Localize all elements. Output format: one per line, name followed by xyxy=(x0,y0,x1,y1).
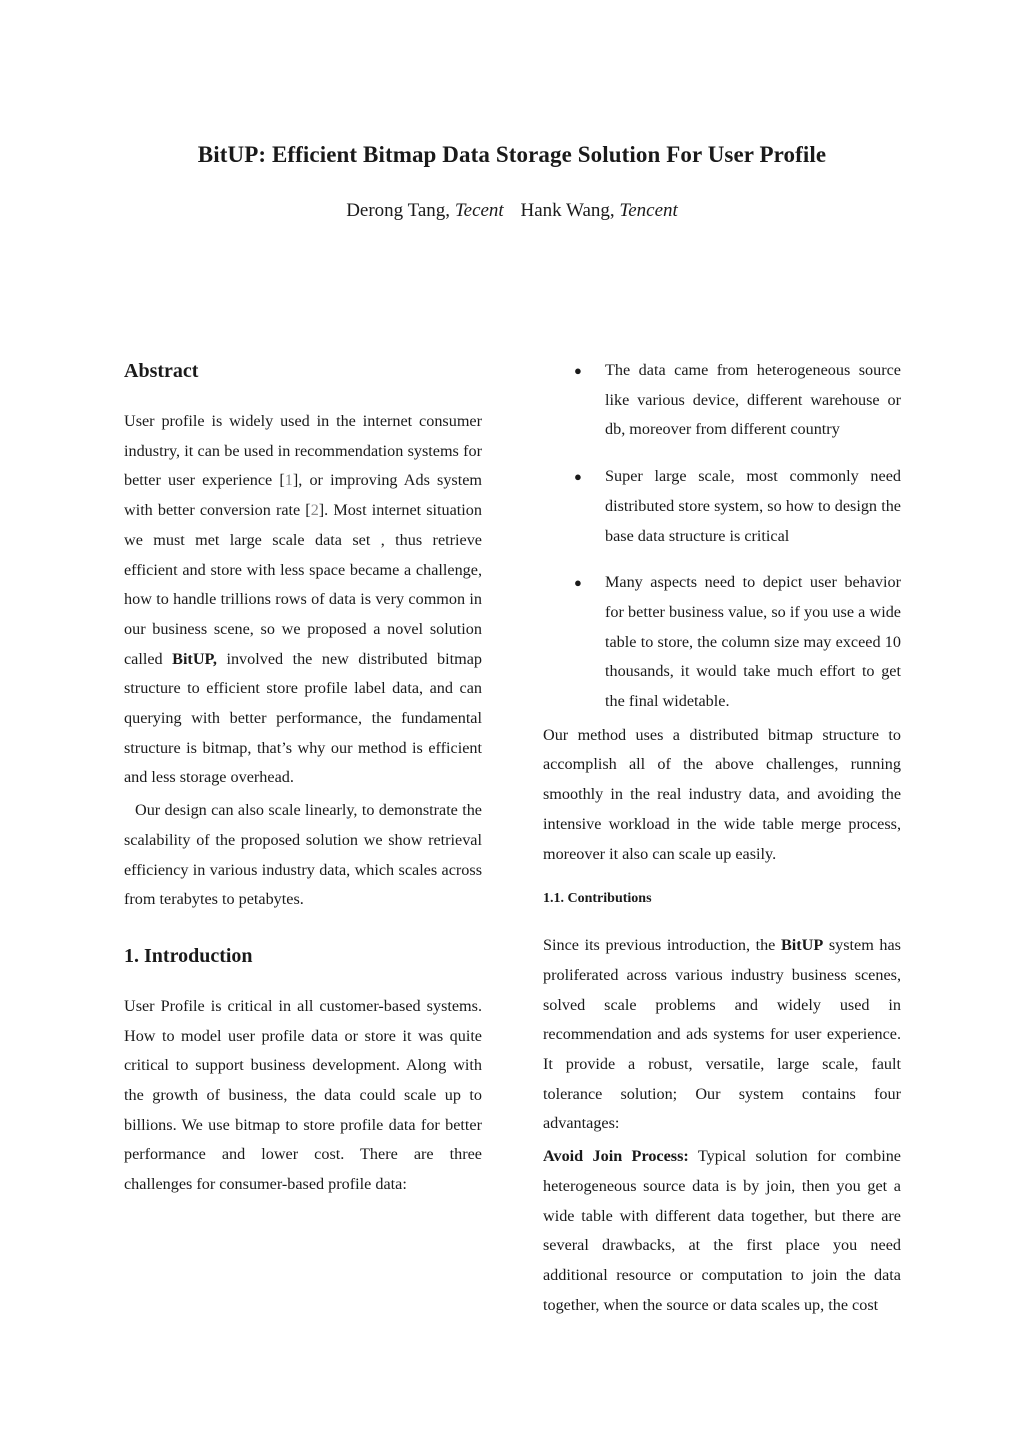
abstract-text: ]. Most internet situation we must met large scale data set , thus retrieve efficient and store with less space became a challenge, how to handle trillions rows of data is very common in our business scene, so we proposed a novel solution called xyxy=(124,501,482,668)
bullet-icon: ● xyxy=(574,363,582,378)
advantage-paragraph xyxy=(543,1142,901,1320)
list-item-text: The data came from heterogeneous source like various device, different warehouse or db, moreover from different country xyxy=(605,361,901,439)
advantage-text: Typical solution for combine heterogeneous source data is by join, then you get a wide table with different data together, but there are several drawbacks, at the first place you need additional resource or computation to join the data together, when the source or data scales up, the cost xyxy=(543,1147,901,1314)
introduction-heading: 1. Introduction xyxy=(124,944,253,967)
abstract-paragraph-2: Our design can also scale linearly, to demonstrate the scalability of the proposed solution we show retrieval efficiency in various industry data, which scales across from terabytes to petabytes. xyxy=(124,801,482,909)
system-name: BitUP xyxy=(780,936,824,955)
bullet-icon: ● xyxy=(574,575,582,591)
author-line xyxy=(0,200,1024,222)
author-affiliation: Tecent xyxy=(454,200,504,221)
list-item xyxy=(543,462,901,551)
advantage-title: Avoid Join Process: xyxy=(543,1147,689,1166)
list-item-text: Super large scale, most commonly need distributed store system, so how to design the base data structure is critical xyxy=(605,467,901,545)
author-affiliation: Tencent xyxy=(619,200,678,221)
citation-link[interactable]: 2 xyxy=(310,501,319,520)
right-column xyxy=(543,356,901,1320)
list-item-text: Many aspects need to depict user behavior for better business value, so if you use a wide table to store, the column size may exceed 10 thousands, it would take much effort to get the final widetable. xyxy=(605,573,901,711)
list-item xyxy=(543,568,901,717)
paper-title: BitUP: Efficient Bitmap Data Storage Solution For User Profile xyxy=(197,142,827,167)
contributions-paragraph xyxy=(543,931,901,1139)
abstract-text: User profile is widely used in the internet consumer industry, it can be used in recommendation systems for better user experience [ xyxy=(124,412,482,490)
contributions-text: system has proliferated across various industry business scenes, solved scale problems and widely used in recommendation and ads systems for user experience. It provide a robust, versatile, large scale, fault tolerance solution; Our system contains four advantages: xyxy=(543,936,901,1133)
citation-link[interactable]: 1 xyxy=(284,471,293,490)
abstract-heading: Abstract xyxy=(124,360,199,382)
abstract-paragraph xyxy=(124,407,482,793)
bullet-icon: ● xyxy=(574,469,582,485)
list-item xyxy=(543,356,901,445)
introduction-paragraph-2: Our method uses a distributed bitmap structure to accomplish all of the above challenges, running smoothly in the real industry data, and avoiding the intensive workload in the wide table merge process, moreover it also can scale up easily. xyxy=(543,725,901,863)
system-name: BitUP, xyxy=(172,649,217,668)
left-column xyxy=(124,356,482,1200)
challenge-list xyxy=(543,356,901,717)
contributions-heading: 1.1. Contributions xyxy=(543,891,652,907)
abstract-text: ], or improving Ads system with better conversion rate [ xyxy=(124,471,482,520)
author-name: Derong Tang, xyxy=(346,200,451,221)
introduction-paragraph: User Profile is critical in all customer-based systems. How to model user profile data or store it was quite critical to support business development. Along with the growth of business, the data could scale up to billions. We use bitmap to store profile data for better performance and lower cost. There are three challenges for consumer-based profile data: xyxy=(124,996,482,1194)
abstract-text: involved the new distributed bitmap structure to efficient store profile label data, and can querying with better performance, the fundamental structure is bitmap, that’s why our method is efficient and less storage overhead. xyxy=(124,649,482,787)
contributions-text: Since its previous introduction, the xyxy=(543,936,781,955)
author-name: Hank Wang, xyxy=(520,200,615,221)
